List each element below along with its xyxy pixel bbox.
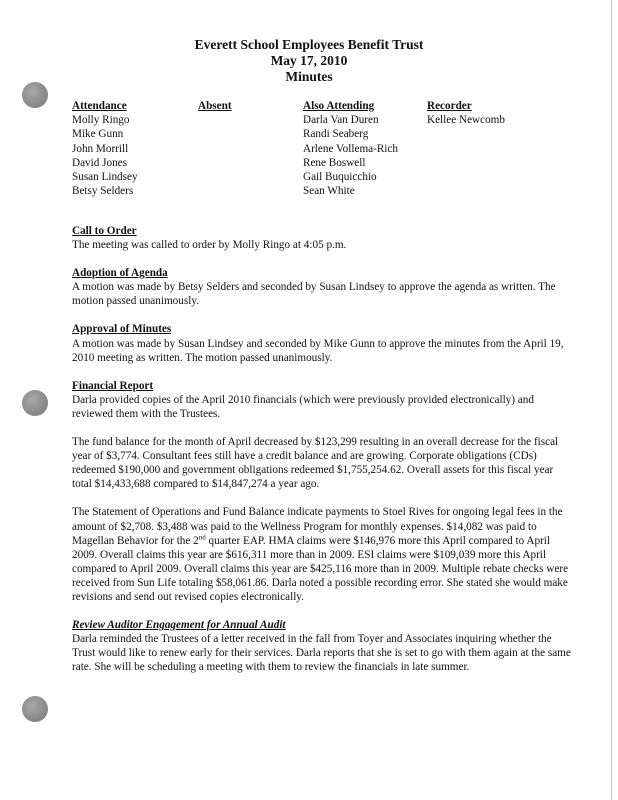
attendee-name: Susan Lindsey: [72, 171, 138, 184]
guest-name: Sean White: [303, 185, 355, 198]
section-text: A motion was made by Betsy Selders and seconded by Susan Lindsey to approve the agenda as written. The motion passed unanimously.: [72, 281, 556, 308]
section-text: Darla provided copies of the April 2010 financials (which were previously provided electronically) and reviewed them with the Trustees.: [72, 393, 534, 420]
also-attending-column: [303, 99, 398, 198]
section-financial-report: [72, 379, 572, 604]
absent-column: [198, 99, 232, 113]
org-title: Everett School Employees Benefit Trust: [194, 37, 424, 52]
section-text: [72, 505, 572, 604]
section-text: The fund balance for the month of April decreased by $123,299 resulting in an overall decrease for the fiscal year of $3,774. Consultant fees still have a credit balance and are growing. Corporate obligations (CDs) redeemed $190,000 and government obligations redeemed $1,755,254.62. Overall assets for this fiscal year total $14,433,688 compared to $14,847,274 a year ago.: [72, 436, 559, 491]
text-run: quarter EAP. HMA claims were $146,976 more this April compared to April 2009. Overall claims this year are $616,311 more than in 2009. ESI claims were $109,039 more this April compared to April 2009. Overall claims this year are $425,116 more than in 2009. Multiple rebate checks were received from Sun Life totaling $58,061.86. Darla noted a possible recording error. She stated she would make revisions and send out revised copies electronically.: [72, 534, 569, 603]
attendee-name: Betsy Selders: [72, 185, 134, 198]
punch-hole-middle: [22, 390, 48, 416]
recorder-name: Kellee Newcomb: [427, 114, 505, 127]
attendance-column: [72, 99, 138, 198]
guest-name: Gail Buquicchio: [303, 171, 377, 184]
section-text: A motion was made by Susan Lindsey and seconded by Mike Gunn to approve the minutes from the April 19, 2010 meeting as written. The motion passed unanimously.: [72, 337, 564, 364]
punch-hole-bottom: [22, 696, 48, 722]
document-header: [0, 37, 618, 85]
section-text: The meeting was called to order by Molly Ringo at 4:05 p.m.: [72, 239, 347, 252]
attendee-name: John Morrill: [72, 142, 129, 155]
page-edge: [611, 0, 612, 800]
section-text: Darla reminded the Trustees of a letter received in the fall from Toyer and Associates inquiring whether the Trust would like to renew early for their services. Darla reports that she is set to go with them again at the same rate. She will be scheduling a meeting with them to review the financials in late summer.: [72, 633, 571, 674]
meeting-date: May 17, 2010: [270, 53, 348, 68]
section-heading: Adoption of Agenda: [72, 267, 168, 280]
section-heading: Financial Report: [72, 379, 154, 392]
ordinal-suffix: nd: [198, 532, 206, 541]
section-heading: Review Auditor Engagement for Annual Audit: [72, 619, 286, 632]
also-attending-heading: Also Attending: [303, 100, 375, 112]
guest-name: Darla Van Duren: [303, 114, 379, 127]
text-run: The Statement of Operations and Fund Balance indicate payments to Stoel Rives for ongoing legal fees in the amount of $2,708. $3,488 was paid to the Wellness Program for monthly expenses. $14,082 was paid to Magellan Behavior for the 2: [72, 506, 563, 547]
minutes-body: [72, 224, 572, 674]
recorder-heading: Recorder: [427, 100, 472, 112]
section-heading: Call to Order: [72, 225, 137, 237]
section-approval-of-minutes: [72, 322, 572, 364]
section-call-to-order: [72, 224, 572, 252]
attendee-name: Molly Ringo: [72, 114, 130, 127]
section-adoption-of-agenda: [72, 266, 572, 308]
guest-name: Randi Seaberg: [303, 128, 369, 141]
guest-name: Arlene Vollema-Rich: [303, 142, 398, 155]
section-heading: Approval of Minutes: [72, 323, 172, 336]
attendee-name: Mike Gunn: [72, 128, 124, 141]
recorder-column: [427, 99, 505, 127]
attendance-heading: Attendance: [72, 100, 127, 112]
attendee-name: David Jones: [72, 156, 127, 169]
guest-name: Rene Boswell: [303, 156, 366, 169]
punch-hole-top: [22, 82, 48, 108]
doc-type: Minutes: [285, 69, 333, 84]
absent-heading: Absent: [198, 100, 232, 112]
section-auditor-engagement: [72, 618, 572, 674]
